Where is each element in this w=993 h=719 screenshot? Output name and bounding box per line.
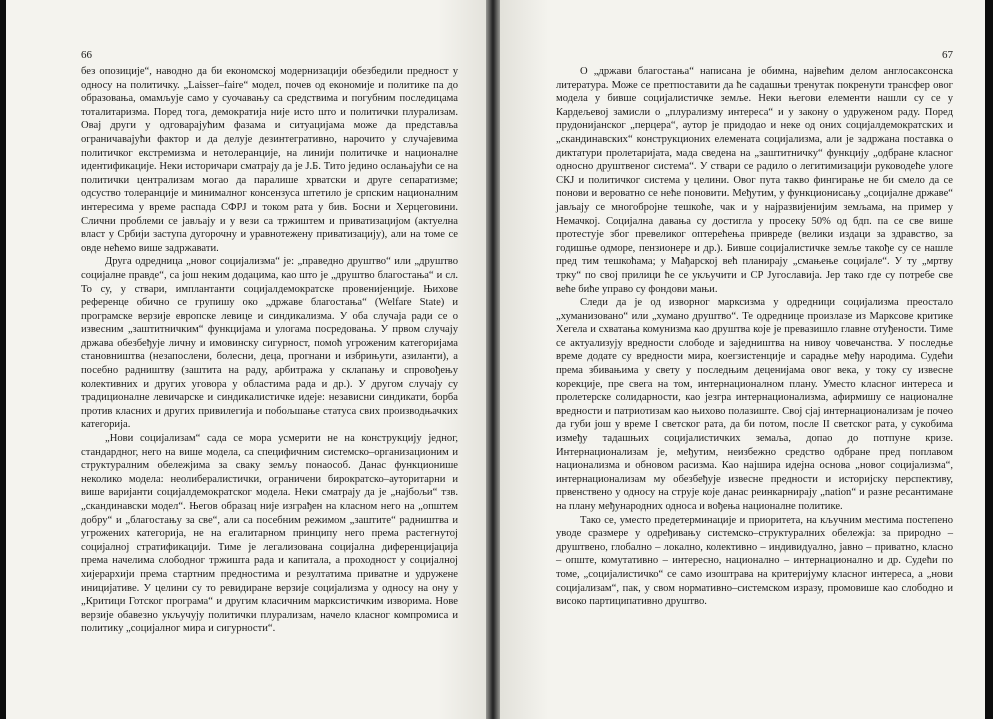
left-page <box>6 0 486 719</box>
page-number: 67 <box>942 49 953 61</box>
paragraph: Следи да је од изворног марксизма у одредници социјализма преостало „хуманизовано“ или „хумано друштво“. Те одреднице произлазе из Марксове критике Хегела и схватања комунизма као друштва које је превазишло главне отуђености. Тиме се актуализују вредности слободе и заједништва на нивоу човечанства. У последње време додате су вредности мира, коегзистенције и сарадње међу народима. Судећи према збивањима у свету у последњим деценијама овог века, у току су извесне корекције, пре свега на том, интернационалном плану. Уместо класног интереса и пролетерске солидарности, као језгра интернационализма, афирмишу се националне вредности и патриотизам као њихово полазиште. Свој сјај интернационализам је почео да губи још у време I светског рата, да би потом, после II светског рата, у сукобима између тадашњих социјалистичких земаља, допао до потпуне кризе. Интернационализам је, међутим, неизбежно средство одбране пред поплавом национализма и обновом расизма. Као најшира идејна основа „новог социјализма“, интернационализам му обезбеђује извесне предности и историјску перспективу, првенствено у односу на струје које данас реинкарнирају „nation“ и разне ресантимане на плану међународних односа и вођења националне политике. <box>556 297 953 512</box>
book-gutter <box>486 0 500 719</box>
paragraph: без опозиције“, наводно да би економској модернизацији обезбедили предност у односу на политичку. „Laisser–faire“ модел, почев од економије и политике па до образовања, омамљује само у суочавању са средствима и погубним последицама тоталитаризма. Поред тога, демократија није исто што и политички плурализам. Овај други у одговарајућим фазама и ситуацијама може да представља ограничавајући фактор и да делује дезинтегративно, нарочито у случајевима политичког екстремизма и нетолеранције, на линији политичке и националне идентификације. Неки историчари сматрају да је Ј.Б. Тито једино ослањајући се на политички централизам могао да паралише хрватски и друге сепаратизме; одсуство толеранције и минималног консензуса штетило је српским националним интересима у време распада СФРЈ и током рата у бив. Босни и Херцеговини. Слични проблеми се јављају и у вези са тржиштем и приватизацијом (актуелна власт у Србији заступа дугорочну и уравнотежену приватизацију), али на томе се овде нећемо више задржавати. <box>81 66 458 254</box>
paragraph: „Нови социјализам“ сада се мора усмерити не на конструкцију једног, стандардног, него на више модела, са специфичним системско–организационим и структуралним обележјима за сваку земљу понаособ. Данас функционише неколико модела: неолибералистички, ограничени бирократско–ауторитарни и више варијанти социјалдемократског модела. Неки сматрају да је „најбољи“ тзв. „скандинавски модел“. Његов образац није изграђен на класном него на „општем добру“ и „благостању за све“, али са посебним режимом „заштите“ радништва и угрожених категорија, не на егалитарном принципу него према растегнутој социјалној стратификацији. Тиме је легализована социјална диференцијација према начелима слободног тржишта рада и капитала, а проходност у социјалној хијерархији према стартним предностима и резултатима приватне и удружене иницијативе. У целини су то ревидиране верзије социјализма у односу на ону у „Критици Готског програма“ и другим класичним марксистичким изворима. Нове верзије обавезно укључују политички плурализам, начело класног компромиса и политику „социјалног мира и сигурности“. <box>81 433 458 635</box>
page-body <box>556 65 953 609</box>
paragraph: Тако се, уместо предетерминације и приоритета, на кључним местима постепено уводе сразмере у одређивању системско–структуралних обележја: за природно – друштвено, глобално – локално, колективно – индивидуално, јавно – приватно, класно – опште, комутативно – интересно, национално – интернационално и др. Судећи по томе, „социјалистичко“ се само изоштрава на критеријуму класног интереса, а „нови социјализам“, пак, у свом нормативно–системском изразу, промовише као слободно и високо партиципативно друштво. <box>556 514 953 608</box>
paragraph: О „држави благостања“ написана је обимна, највећим делом англосаксонска литература. Може се претпоставити да ће садашњи тренутак покренути трансфер овог модела у бивше социјалистичке земље. Неки његови елементи нашли су се у Кардељевој замисли о „плурализму интереса“ и у закону о удруженом раду. Поред прудонијанског „перцера“, аутор је придодао и неке од оних социјалдемократских и „скандинавских“ конструкционих елемената социјализма, али је задржана поставка о диктатури пролетаријата, мада сведена на „заштитничку“ функцију „одбране класног односно друштвеног система“. У ствари се радило о легитимизацији руководеће улоге СКЈ и политичког система у целини. Овог пута такво фингирање не би смело да се понови и вероватно се неће поновити. Међутим, у функционисању „социјалне државе“ јављају се многобројне тешкоће, чак и у најразвијенијим земљама, на пример у Немачкој. Социјална давања су достигла у просеку 50% од бдп. па се све више протестује због превеликог оптерећења привреде (велики издаци за здравство, за годишње одморе, пензионере и др.). Бивше социјалистичке земље такође су се нашле пред тим тешкоћама; у Мађарској већ планирају „смањење социјале“. У ту „мртву трку“ по свој прилици ће се укључити и СР Југославија. Јер тако где су потребе све веће биће управо су фондови мањи. <box>556 66 953 295</box>
paragraph: Друга одредница „новог социјализма“ је: „праведно друштво“ или „друштво социјалне правде“, са још неким додацима, као што је „друштво благостања“ и сл. То су, у ствари, имплантанти социјалдемократске провенијенције. Њихове референце обично се групишу око „државе благостања“ (Welfare State) и програмске верзије европске левице и синдикализма. У оба случаја ради се о извесним „заштитничким“ функцијама и улогама посредовања. У првом случају држава обезбеђује личну и имовинску сигурност, помоћ угроженим категоријама становништва (незапослени, болесни, деца, прогнани и избрињути, азиланти), а посебно радништву (заштита на раду, арбитража у склапању и спровођењу колективних и других уговора у областима рада и др.). У другом случају су традиционалне левичарске и синдикалистичке идеје: независни синдикати, борба против класних и других привилегија и побољшање статуса свих производњачких категорија. <box>81 256 458 431</box>
page-body <box>81 65 458 636</box>
page-number: 66 <box>81 49 92 61</box>
right-page <box>500 0 985 719</box>
